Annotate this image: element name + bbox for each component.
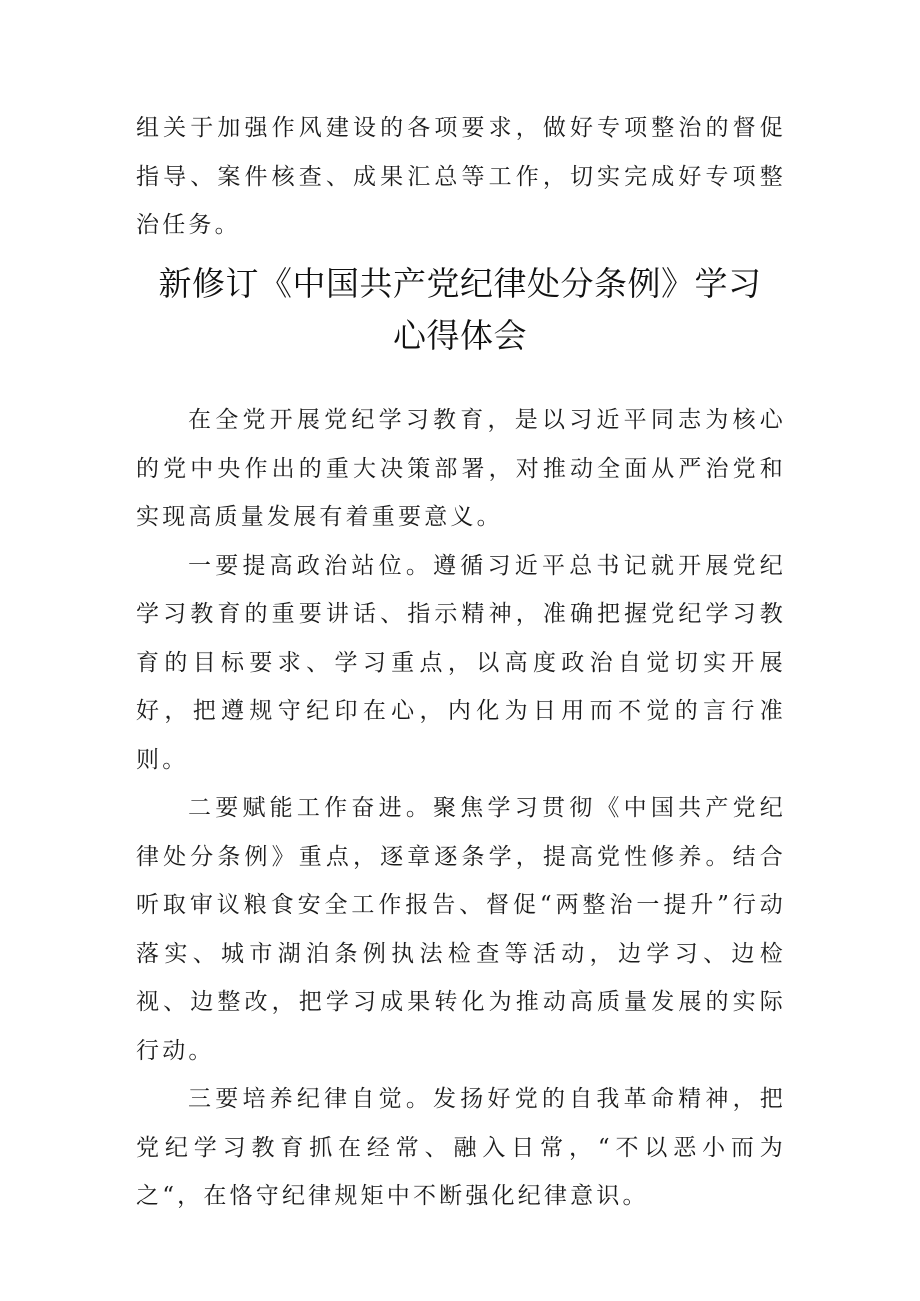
paragraph-intro: 在全党开展党纪学习教育，是以习近平同志为核心的党中央作出的重大决策部署，对推动全面从严治党和实现高质量发展有着重要意义。: [136, 407, 786, 530]
paragraph-point-1: 一要提高政治站位。遵循习近平总书记就开展党纪学习教育的重要讲话、指示精神，准确把握党纪学习教育的目标要求、学习重点，以高度政治自觉切实开展好，把遵规守纪印在心，内化为日用而不觉的言行准则。: [136, 552, 786, 773]
carry-over-section: [136, 104, 786, 250]
title-line-1: 新修订《中国共产党纪律处分条例》学习: [158, 264, 762, 303]
title-line-2: 心得体会: [393, 316, 527, 355]
body-section: [136, 396, 786, 1221]
carry-over-paragraph: 组关于加强作风建设的各项要求，做好专项整治的督促指导、案件核查、成果汇总等工作，切实完成好专项整治任务。: [136, 115, 786, 238]
paragraph-point-3: 三要培养纪律自觉。发扬好党的自我革命精神，把党纪学习教育抓在经常、融入日常，“不以恶小而为之“，在恪守纪律规矩中不断强化纪律意识。: [136, 1086, 786, 1209]
document-title: [100, 258, 820, 362]
paragraph-point-2: 二要赋能工作奋进。聚焦学习贯彻《中国共产党纪律处分条例》重点，逐章逐条学，提高党性修养。结合听取审议粮食安全工作报告、督促“两整治一提升”行动落实、城市湖泊条例执法检查等活动，边学习、边检视、边整改，把学习成果转化为推动高质量发展的实际行动。: [136, 795, 786, 1064]
